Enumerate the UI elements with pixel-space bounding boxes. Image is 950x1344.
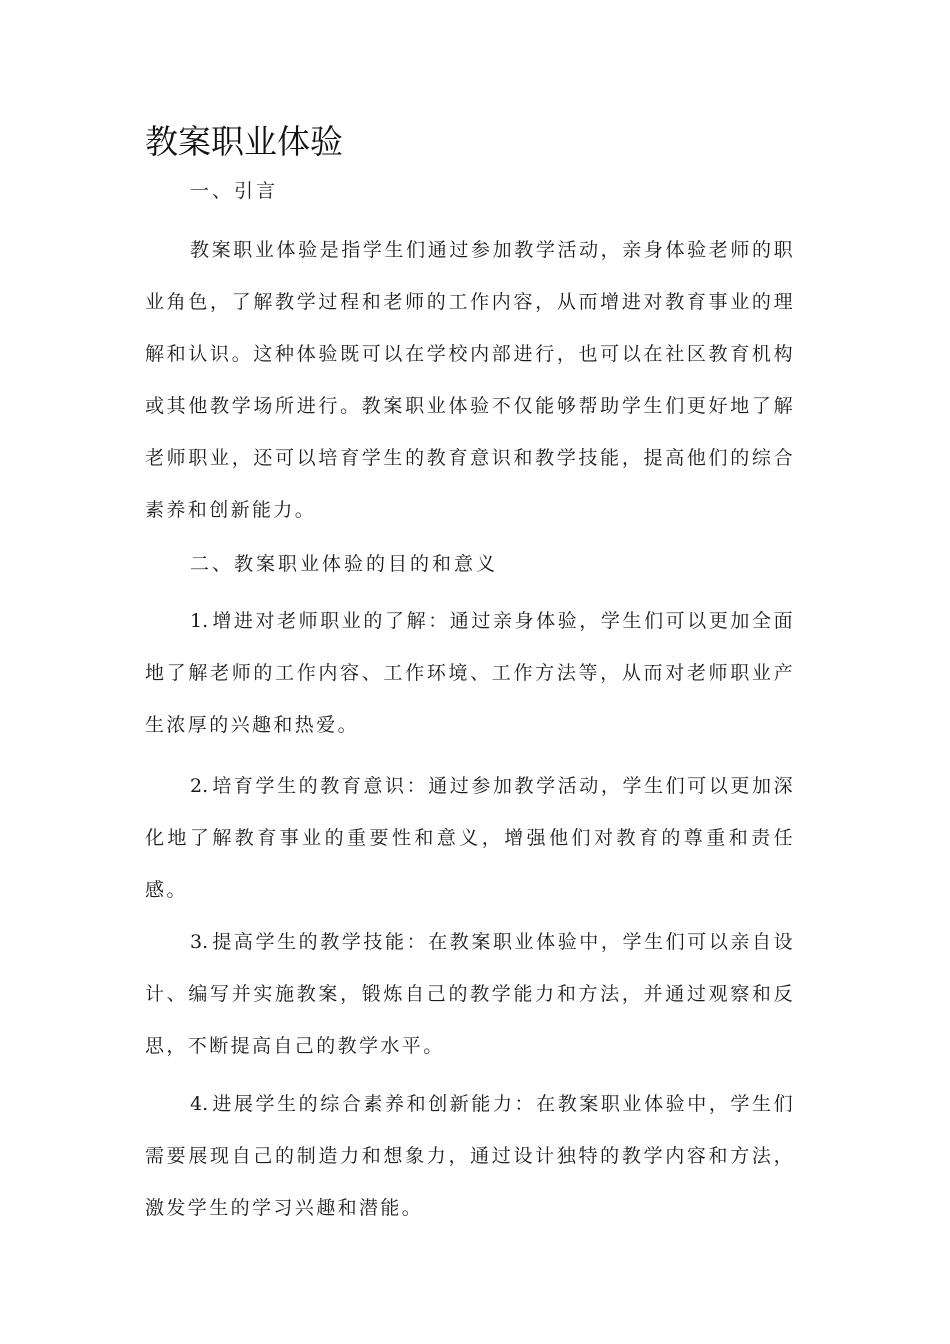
list-item-number: 3. bbox=[190, 931, 209, 953]
list-item-number: 1. bbox=[190, 610, 209, 632]
intro-paragraph: 教案职业体验是指学生们通过参加教学活动，亲身体验老师的职业角色，了解教学过程和老师的工作内容，从而增进对教育事业的理解和认识。这种体验既可以在学校内部进行，也可以在社区教育机构或其他教学场所进行。教案职业体验不仅能够帮助学生们更好地了解老师职业，还可以培育学生的教育意识和教学技能，提高他们的综合素养和创新能力。 bbox=[145, 239, 795, 521]
list-item-text: 增进对老师职业的了解：通过亲身体验，学生们可以更加全面地了解老师的工作内容、工作环境、工作方法等，从而对老师职业产生浓厚的兴趣和热爱。 bbox=[145, 610, 795, 736]
list-item bbox=[145, 760, 795, 916]
list-item-number: 2. bbox=[190, 775, 209, 797]
list-item-text: 进展学生的综合素养和创新能力：在教案职业体验中，学生们需要展现自己的制造力和想象力，通过设计独特的教学内容和方法，激发学生的学习兴趣和潜能。 bbox=[145, 1093, 795, 1219]
list-item-number: 4. bbox=[190, 1093, 209, 1115]
list-item bbox=[145, 916, 795, 1072]
list-item bbox=[145, 1078, 795, 1234]
document-title: 教案职业体验 bbox=[145, 122, 343, 161]
section-heading-purpose: 二、教案职业体验的目的和意义 bbox=[190, 553, 499, 575]
section-heading-introduction: 一、引言 bbox=[190, 180, 279, 202]
list-item bbox=[145, 595, 795, 751]
list-item-text: 提高学生的教学技能：在教案职业体验中，学生们可以亲自设计、编写并实施教案，锻炼自己的教学能力和方法，并通过观察和反思，不断提高自己的教学水平。 bbox=[145, 931, 795, 1057]
list-item-text: 培育学生的教育意识：通过参加教学活动，学生们可以更加深化地了解教育事业的重要性和意义，增强他们对教育的尊重和责任感。 bbox=[145, 775, 795, 901]
